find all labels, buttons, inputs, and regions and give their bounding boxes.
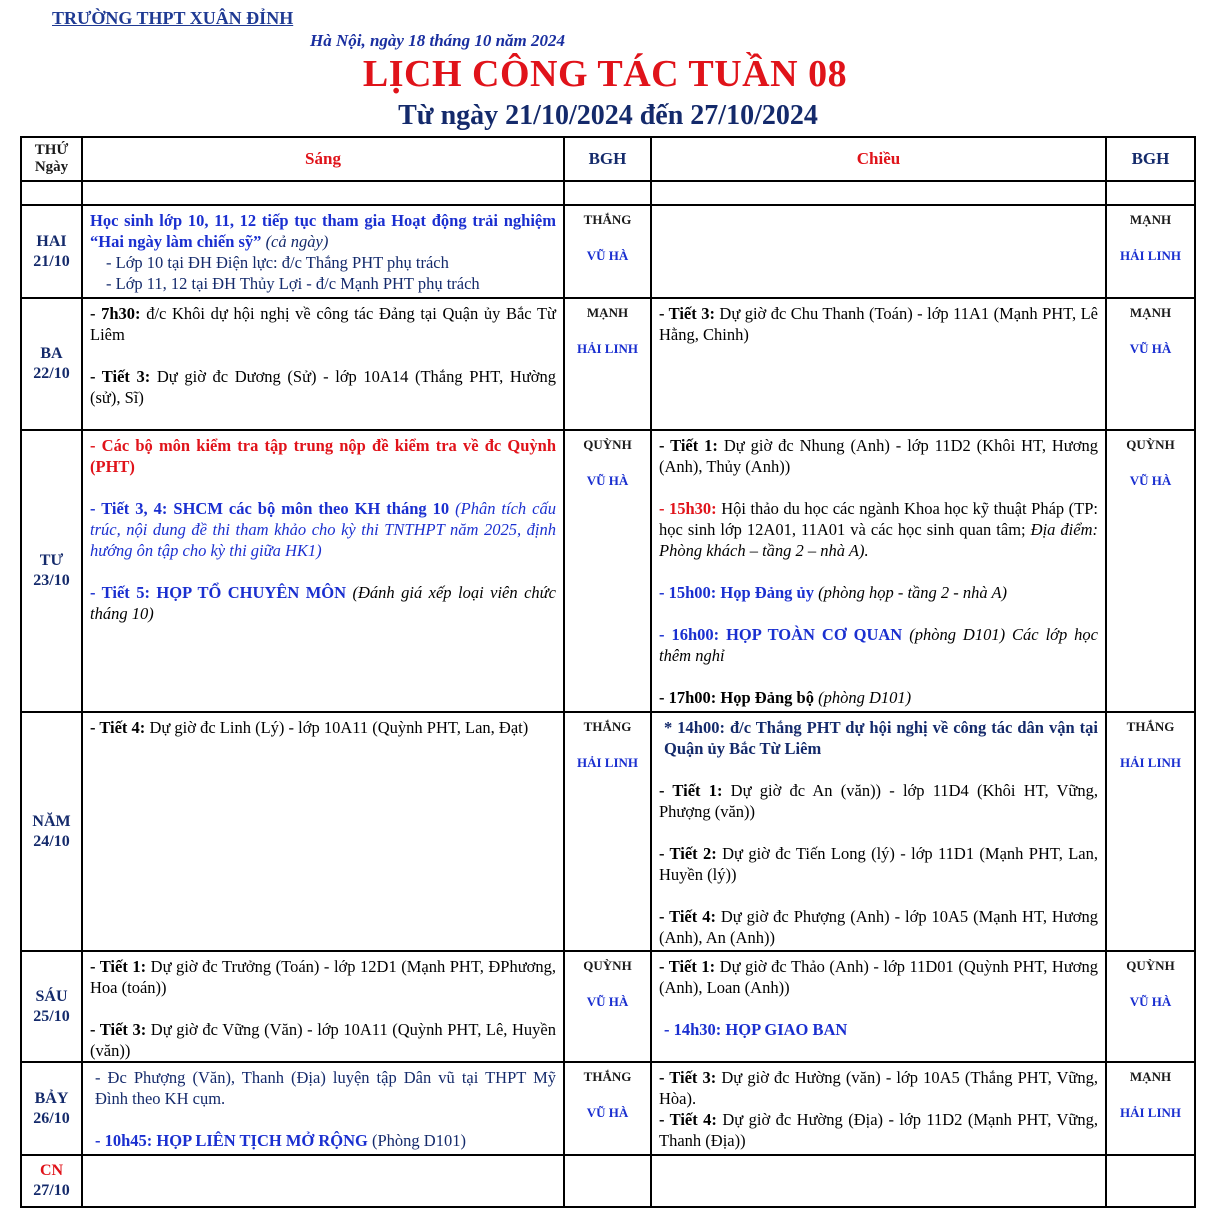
bgh-name: VŨ HÀ — [586, 248, 629, 263]
event-note: (phòng họp - tầng 2 - nhà A) — [813, 583, 1008, 602]
event-label: - Tiết 3: — [659, 304, 715, 323]
morning-cell — [82, 205, 564, 298]
event-label: - Tiết 4: — [659, 907, 716, 926]
bgh-afternoon-cell — [1106, 298, 1195, 430]
event-text: Dự giờ đc Linh (Lý) - lớp 10A11 (Quỳnh PHT, Lan, Đạt) — [145, 718, 529, 737]
event-note: (Phòng D101) — [367, 1131, 466, 1150]
event-label: - 7h30: — [90, 304, 141, 323]
bgh-name: MẠNH — [1129, 212, 1172, 227]
col-morning-header: Sáng — [82, 137, 564, 181]
event-label: - Tiết 3: — [90, 1020, 147, 1039]
afternoon-cell — [651, 1155, 1106, 1207]
event-text: Dự giờ đc Chu Thanh (Toán) - lớp 11A1 (Mạnh PHT, Lê Hằng, Chinh) — [659, 304, 1098, 344]
event-text: - Các bộ môn kiểm tra tập trung nộp đề kiểm tra về đc Quỳnh (PHT) — [90, 436, 556, 476]
day-cell — [21, 951, 82, 1062]
spacer-cell — [1106, 181, 1195, 205]
bgh-name: THẮNG — [583, 719, 632, 734]
event-text: đ/c Khôi dự hội nghị về công tác Đảng tại Quận ủy Bắc Từ Liêm — [90, 304, 556, 344]
event-text: Dự giờ đc An (văn)) - lớp 11D4 (Khôi HT, Vững, Phượng (văn)) — [659, 781, 1098, 821]
event-text: - Lớp 10 tại ĐH Điện lực: đ/c Thắng PHT phụ trách — [106, 253, 449, 272]
bgh-name: THẮNG — [583, 1069, 632, 1084]
day-date: 24/10 — [33, 832, 70, 850]
afternoon-cell — [651, 205, 1106, 298]
bgh-name: VŨ HÀ — [586, 994, 629, 1009]
row-saturday — [21, 1062, 1195, 1155]
bgh-afternoon-cell — [1106, 205, 1195, 298]
event-label: - 15h30: — [659, 499, 717, 518]
day-date: 27/10 — [33, 1182, 70, 1199]
morning-cell — [82, 1062, 564, 1155]
bgh-name: MẠNH — [1129, 1069, 1172, 1084]
bgh-name: HẢI LINH — [1119, 755, 1182, 770]
schedule-table — [20, 136, 1196, 1208]
event-text: Hội thảo du học các ngành Khoa học kỹ thuật Pháp (TP: học sinh lớp 12A01, 11A01 và các học sinh quan tâm; — [659, 499, 1098, 539]
bgh-afternoon-cell — [1106, 1155, 1195, 1207]
bgh-name: HẢI LINH — [576, 341, 639, 356]
bgh-name: HẢI LINH — [1119, 248, 1182, 263]
event-label: - Tiết 4: — [659, 1110, 717, 1129]
day-date: 22/10 — [33, 365, 70, 382]
row-friday — [21, 951, 1195, 1062]
morning-cell — [82, 951, 564, 1062]
bgh-name: VŨ HÀ — [1129, 994, 1172, 1009]
page-title: LỊCH CÔNG TÁC TUẦN 08 — [362, 53, 848, 95]
event-note: (phòng D101) — [813, 688, 912, 707]
page-subtitle: Từ ngày 21/10/2024 đến 27/10/2024 — [398, 100, 818, 131]
bgh-morning-cell — [564, 298, 651, 430]
event-note: (Phân tích cấu trúc, nội dung đề thi tham khảo cho kỳ thi TNTHPT năm 2025, định hướng ôn tập cho kỳ thi giữa HK1) — [90, 499, 556, 560]
day-cell — [21, 430, 82, 712]
bgh-name: VŨ HÀ — [1129, 341, 1172, 356]
event-note: Địa điểm: Phòng khách – tầng 2 – nhà A). — [659, 520, 1098, 560]
bgh-name: QUỲNH — [1126, 437, 1175, 452]
bgh-name: VŨ HÀ — [586, 473, 629, 488]
event-text: Dự giờ đc Vững (Văn) - lớp 10A11 (Quỳnh PHT, Lê, Huyền (văn)) — [90, 1020, 556, 1060]
event-label: - Tiết 3: — [90, 367, 151, 386]
event-label: - Tiết 1: — [659, 436, 718, 455]
event-text: Dự giờ đc Thảo (Anh) - lớp 11D01 (Quỳnh PHT, Hương (Anh), Loan (Anh)) — [659, 957, 1098, 997]
bgh-morning-cell — [564, 1062, 651, 1155]
day-name: TƯ — [39, 552, 64, 569]
event-label: - Tiết 1: — [659, 957, 716, 976]
event-text: Dự giờ đc Tiến Long (lý) - lớp 11D1 (Mạnh PHT, Lan, Huyền (lý)) — [659, 844, 1098, 884]
spacer-cell — [564, 181, 651, 205]
bgh-morning-cell — [564, 430, 651, 712]
day-date: 21/10 — [33, 252, 70, 270]
bgh-name: VŨ HÀ — [1129, 473, 1172, 488]
event-note: (cả ngày) — [265, 232, 329, 251]
row-sunday — [21, 1155, 1195, 1207]
day-name: SÁU — [35, 987, 68, 1005]
event-text: Dự giờ đc Phượng (Anh) - lớp 10A5 (Mạnh HT, Hương (Anh), An (Anh)) — [659, 907, 1098, 947]
event-label: - Tiết 3, 4: SHCM các bộ môn theo KH tháng 10 — [90, 499, 450, 518]
bgh-afternoon-cell — [1106, 712, 1195, 951]
event-label: - 10h45: HỌP LIÊN TỊCH MỞ RỘNG — [95, 1131, 368, 1150]
afternoon-cell — [651, 1062, 1106, 1155]
school-name: TRƯỜNG THPT XUÂN ĐỈNH — [52, 8, 294, 28]
morning-cell — [82, 430, 564, 712]
event-text: Dự giờ đc Hường (Địa) - lớp 11D2 (Mạnh PHT, Vững, Thanh (Địa)) — [659, 1110, 1098, 1150]
row-tuesday — [21, 298, 1195, 430]
bgh-name: QUỲNH — [1126, 958, 1175, 973]
bgh-afternoon-cell — [1106, 430, 1195, 712]
event-note: (Đánh giá xếp loại viên chức tháng 10) — [90, 583, 556, 623]
col-bgh-morning-header: BGH — [564, 137, 651, 181]
event-text: - Đc Phượng (Văn), Thanh (Địa) luyện tập Dân vũ tại THPT Mỹ Đình theo KH cụm. — [95, 1068, 556, 1108]
spacer-cell — [651, 181, 1106, 205]
bgh-name: MẠNH — [586, 305, 629, 320]
event-text: - 14h30: HỌP GIAO BAN — [664, 1020, 848, 1039]
col-afternoon-header: Chiều — [651, 137, 1106, 181]
bgh-morning-cell — [564, 205, 651, 298]
event-text: Dự giờ đc Hường (văn) - lớp 10A5 (Thắng PHT, Vững, Hòa). — [659, 1068, 1098, 1108]
col-day-line2: Ngày — [34, 159, 69, 175]
spacer-cell — [21, 181, 82, 205]
bgh-name: VŨ HÀ — [586, 1105, 629, 1120]
afternoon-cell — [651, 951, 1106, 1062]
day-name: BA — [40, 345, 63, 362]
morning-cell — [82, 1155, 564, 1207]
date-line: Hà Nội, ngày 18 tháng 10 năm 2024 — [310, 31, 566, 50]
morning-cell — [82, 298, 564, 430]
event-label: - Tiết 4: — [90, 718, 146, 737]
event-text: Dự giờ đc Dương (Sử) - lớp 10A14 (Thắng PHT, Hường (sử), Sĩ) — [90, 367, 556, 407]
event-label: - 17h00: Họp Đảng bộ — [659, 688, 814, 707]
bgh-name: QUỲNH — [583, 437, 632, 452]
event-label: - Tiết 1: — [659, 781, 723, 800]
event-text: Dự giờ đc Nhung (Anh) - lớp 11D2 (Khôi HT, Hương (Anh), Thủy (Anh)) — [659, 436, 1098, 476]
day-name: NĂM — [32, 812, 71, 830]
day-name: CN — [39, 1162, 64, 1179]
col-day-header — [21, 137, 82, 181]
event-note: (phòng D101) Các lớp học thêm nghỉ — [659, 625, 1098, 665]
day-name: HAI — [36, 232, 67, 250]
day-date: 23/10 — [33, 572, 70, 589]
col-bgh-afternoon-header: BGH — [1106, 137, 1195, 181]
bgh-name: MẠNH — [1129, 305, 1172, 320]
day-cell — [21, 1062, 82, 1155]
bgh-name: THẮNG — [1126, 719, 1175, 734]
bgh-morning-cell — [564, 951, 651, 1062]
day-cell — [21, 712, 82, 951]
day-date: 26/10 — [33, 1109, 70, 1127]
event-text: - Lớp 11, 12 tại ĐH Thủy Lợi - đ/c Mạnh PHT phụ trách — [106, 274, 480, 293]
day-cell — [21, 1155, 82, 1207]
event-text: Học sinh lớp 10, 11, 12 tiếp tục tham gia Hoạt động trải nghiệm “Hai ngày làm chiến sỹ” — [90, 211, 556, 251]
bgh-name: QUỲNH — [583, 958, 632, 973]
bgh-afternoon-cell — [1106, 951, 1195, 1062]
day-cell — [21, 205, 82, 298]
day-cell — [21, 298, 82, 430]
day-name: BẢY — [34, 1089, 69, 1107]
bgh-name: HẢI LINH — [576, 755, 639, 770]
row-wednesday — [21, 430, 1195, 712]
spacer-row — [21, 181, 1195, 205]
event-label: - 16h00: HỌP TOÀN CƠ QUAN — [659, 625, 903, 644]
bgh-name: THẮNG — [583, 212, 632, 227]
afternoon-cell — [651, 298, 1106, 430]
event-text: Dự giờ đc Trưởng (Toán) - lớp 12D1 (Mạnh PHT, ĐPhương, Hoa (toán)) — [90, 957, 556, 997]
bgh-morning-cell — [564, 1155, 651, 1207]
col-day-line1: THỨ — [34, 142, 69, 158]
event-label: - Tiết 1: — [90, 957, 147, 976]
event-text: * 14h00: đ/c Thắng PHT dự hội nghị về công tác dân vận tại Quận ủy Bắc Từ Liêm — [664, 718, 1098, 758]
day-date: 25/10 — [33, 1007, 70, 1025]
bgh-afternoon-cell — [1106, 1062, 1195, 1155]
morning-cell — [82, 712, 564, 951]
spacer-cell — [82, 181, 564, 205]
row-monday — [21, 205, 1195, 298]
event-label: - Tiết 2: — [659, 844, 717, 863]
afternoon-cell — [651, 712, 1106, 951]
bgh-morning-cell — [564, 712, 651, 951]
event-label: - Tiết 3: — [659, 1068, 717, 1087]
event-label: - 15h00: Họp Đảng ủy — [659, 583, 814, 602]
bgh-name: HẢI LINH — [1119, 1105, 1182, 1120]
header-row — [21, 137, 1195, 181]
row-thursday — [21, 712, 1195, 951]
afternoon-cell — [651, 430, 1106, 712]
event-label: - Tiết 5: HỌP TỔ CHUYÊN MÔN — [90, 583, 347, 602]
